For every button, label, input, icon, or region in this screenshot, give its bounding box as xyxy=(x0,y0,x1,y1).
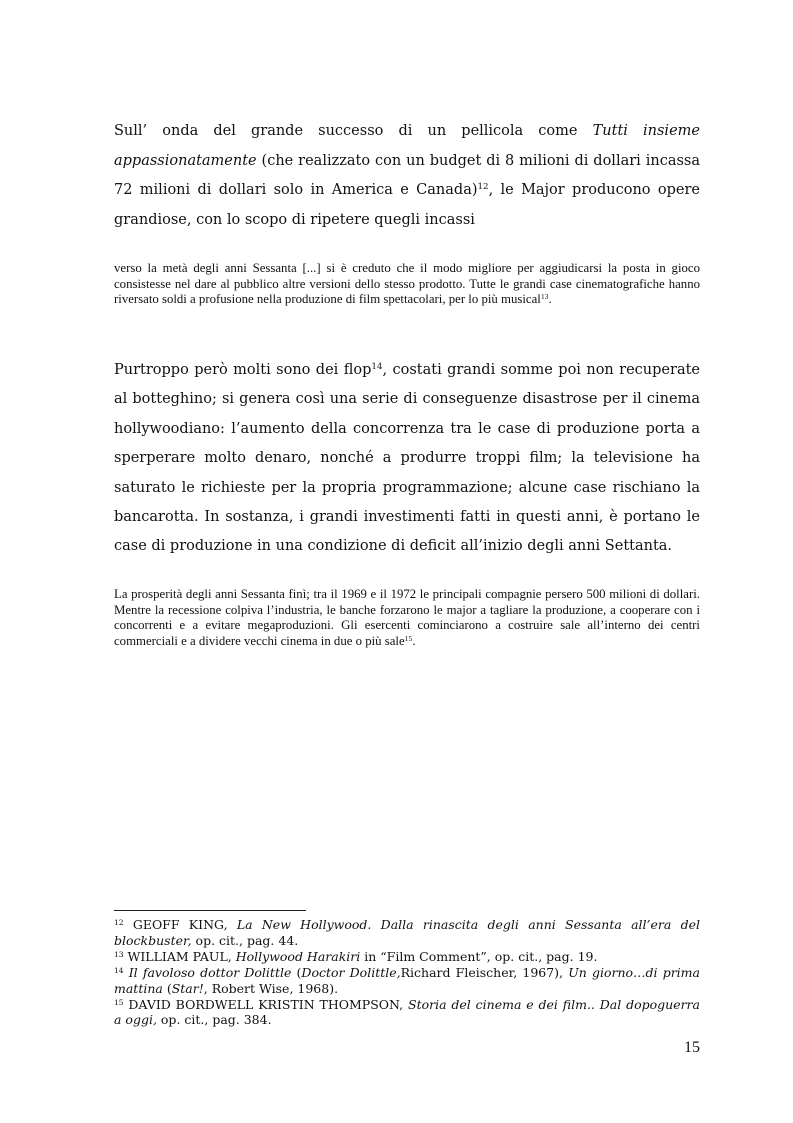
footnote-ref-12[interactable]: 12 xyxy=(477,182,489,193)
film-title: Tutti insieme appassionatamente xyxy=(114,123,700,169)
footnote-12 xyxy=(114,917,700,948)
body-paragraph-2 xyxy=(114,356,700,562)
footnote-13 xyxy=(114,949,700,965)
paragraph-text: Sull’ onda del grande successo di un pellicola come xyxy=(114,123,593,139)
footnote-number: 14 xyxy=(114,965,124,975)
quote-text: verso la metà degli anni Sessanta [...] si è creduto che il modo migliore per aggiudicarsi la posta in gioco consistesse nel dare al pubblico altre versioni dello stesso prodotto. Tutte le grandi case cinematografiche hanno riversato soldi a profusione nella produzione di film spettacolari, per lo più musical xyxy=(114,261,700,306)
paragraph-text: , costati grandi somme poi non recuperate al botteghino; si genera così una serie di conseguenze disastrose per il cinema hollywoodiano: l’aumento della concorrenza tra le case di produzione porta a sperperare molto denaro, nonché a produrre troppi film; la televisione ha saturato le richieste per la propria programmazione; alcune case rischiano la bancarotta. In sostanza, i grandi investimenti fatti in questi anni, è portano le case di produzione in una condizione di deficit all’inizio degli anni Settanta. xyxy=(114,362,700,555)
page-number: 15 xyxy=(684,1039,700,1056)
footnote-author: WILLIAM PAUL, xyxy=(123,948,236,964)
footnote-film-title: Doctor Dolittle, xyxy=(301,964,401,980)
quote-end: . xyxy=(548,292,552,306)
block-quote-1 xyxy=(114,261,700,308)
footnote-source: op. cit., pag. 384. xyxy=(156,1012,272,1028)
footnote-film-title: Star! xyxy=(171,980,204,996)
footnote-film-title: Il favoloso dottor Dolittle xyxy=(128,964,292,980)
footnote-source: op. cit., pag. 44. xyxy=(191,932,299,948)
footnote-ref-14[interactable]: 14 xyxy=(371,362,383,373)
footnote-title: Hollywood Harakiri xyxy=(235,948,361,964)
footnote-number: 15 xyxy=(114,997,124,1007)
body-paragraph-1 xyxy=(114,117,700,235)
paragraph-text: Purtroppo però molti sono dei flop xyxy=(114,362,372,378)
footnote-15 xyxy=(114,997,700,1028)
footnote-number: 12 xyxy=(114,917,124,927)
footnote-ref-15[interactable]: 15 xyxy=(404,633,413,643)
footnote-text: ( xyxy=(291,964,302,980)
footnote-author: GEOFF KING, xyxy=(123,917,237,932)
footnote-source: in “Film Comment”, op. cit., pag. 19. xyxy=(360,948,598,964)
paragraph-text: (che realizzato con un budget di 8 milioni di dollari incassa 72 milioni di dollari solo in America e Canada) xyxy=(114,152,700,198)
footnote-separator xyxy=(114,910,306,911)
footnote-title: Storia del cinema e dei film.. Dal dopoguerra a oggi, xyxy=(114,996,700,1028)
footnotes xyxy=(114,917,700,1029)
footnote-text: ( xyxy=(162,980,172,996)
footnote-title: La New Hollywood. Dalla rinascita degli anni Sessanta all’era del blockbuster, xyxy=(114,917,700,948)
footnote-text: Richard Fleischer, 1967), xyxy=(400,964,569,980)
footnote-author: DAVID BORDWELL KRISTIN THOMPSON, xyxy=(123,996,408,1012)
footnote-ref-13[interactable]: 13 xyxy=(540,291,549,301)
block-quote-2 xyxy=(114,587,700,649)
paragraph-text: , le Major producono opere grandiose, con lo scopo di ripetere quegli incassi xyxy=(114,182,700,228)
footnote-14 xyxy=(114,965,700,996)
footnote-number: 13 xyxy=(114,949,124,959)
quote-text: La prosperità degli anni Sessanta finì; tra il 1969 e il 1972 le principali compagnie persero 500 milioni di dollari. Mentre la recessione colpiva l’industria, le banche forzarono le major a tagliare la produzione, a cooperare con i concorrenti e a evitare megaproduzioni. Gli esercenti cominciarono a costruire sale all’interno dei centri commerciali e a dividere vecchi cinema in due o più sale xyxy=(114,587,700,648)
footnote-film-title: Un giorno…di prima mattina xyxy=(114,964,700,996)
quote-end: . xyxy=(412,633,416,648)
footnote-text: , Robert Wise, 1968). xyxy=(203,980,339,996)
